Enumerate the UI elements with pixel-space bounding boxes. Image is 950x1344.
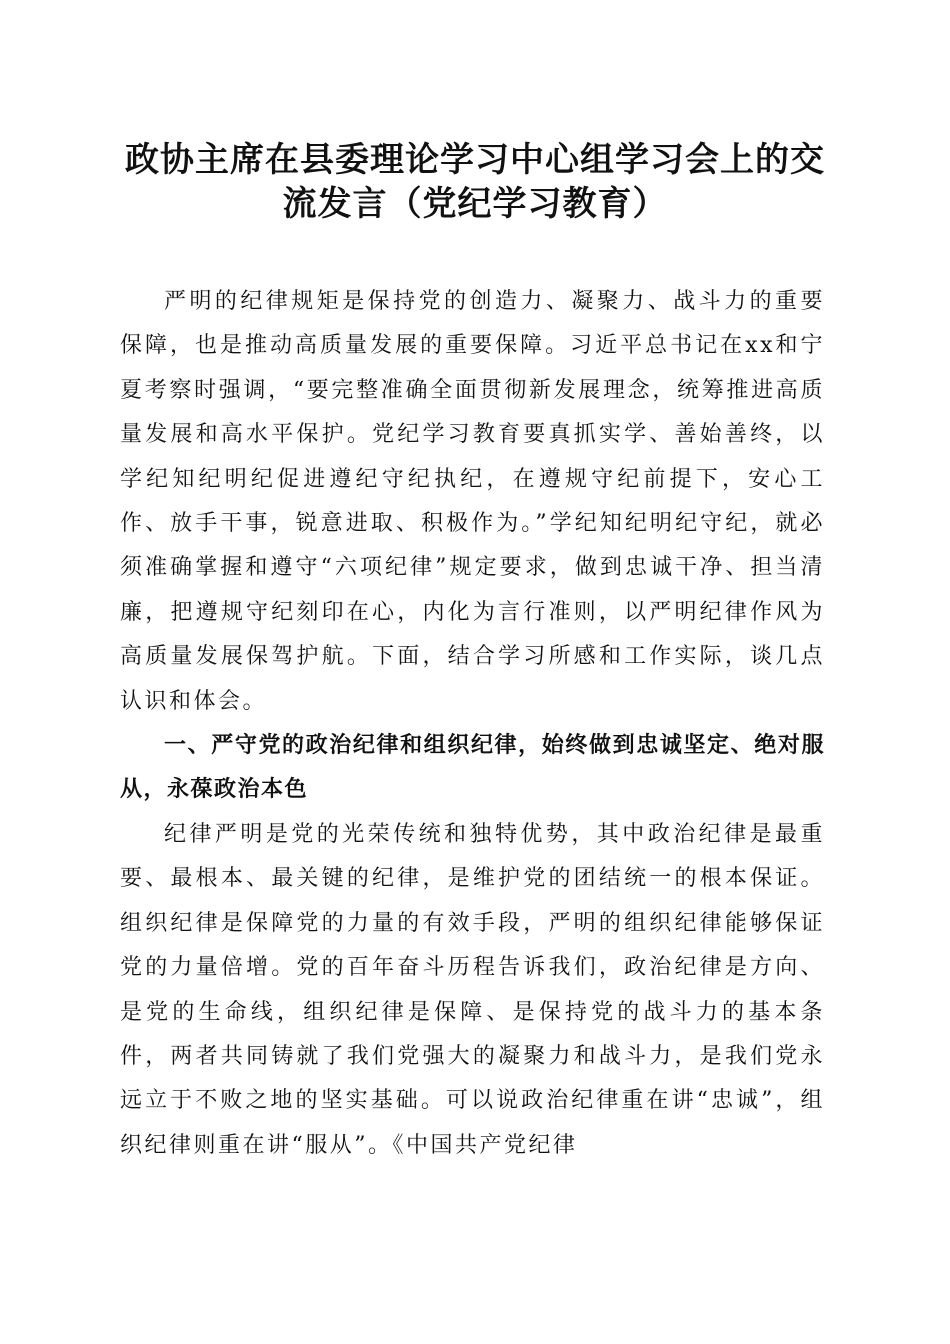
document-body bbox=[120, 280, 825, 1168]
section-heading: 一、严守党的政治纪律和组织纪律，始终做到忠诚坚定、绝对服从，永葆政治本色 bbox=[120, 733, 825, 803]
section-paragraph: 纪律严明是党的光荣传统和独特优势，其中政治纪律是最重要、最根本、最关键的纪律，是维护党的团结统一的根本保证。组织纪律是保障党的力量的有效手段，严明的组织纪律能够保证党的力量倍增。党的百年奋斗历程告诉我们，政治纪律是方向、是党的生命线，组织纪律是保障、是保持党的战斗力的基本条件，两者共同铸就了我们党强大的凝聚力和战斗力，是我们党永远立于不败之地的坚实基础。可以说政治纪律重在讲“忠诚”，组织纪律则重在讲“服从”。《中国共产党纪律 bbox=[120, 821, 825, 1158]
document-title: 政协主席在县委理论学习中心组学习会上的交流发言（党纪学习教育） bbox=[125, 140, 825, 224]
intro-paragraph: 严明的纪律规矩是保持党的创造力、凝聚力、战斗力的重要保障，也是推动高质量发展的重要保障。习近平总书记在xx和宁夏考察时强调，“要完整准确全面贯彻新发展理念，统筹推进高质量发展和高水平保护。党纪学习教育要真抓实学、善始善终，以学纪知纪明纪促进遵纪守纪执纪，在遵规守纪前提下，安心工作、放手干事，锐意进取、积极作为。”学纪知纪明纪守纪，就必须准确掌握和遵守“六项纪律”规定要求，做到忠诚干净、担当清廉，把遵规守纪刻印在心，内化为言行准则，以严明纪律作风为高质量发展保驾护航。下面，结合学习所感和工作实际，谈几点认识和体会。 bbox=[120, 289, 825, 714]
